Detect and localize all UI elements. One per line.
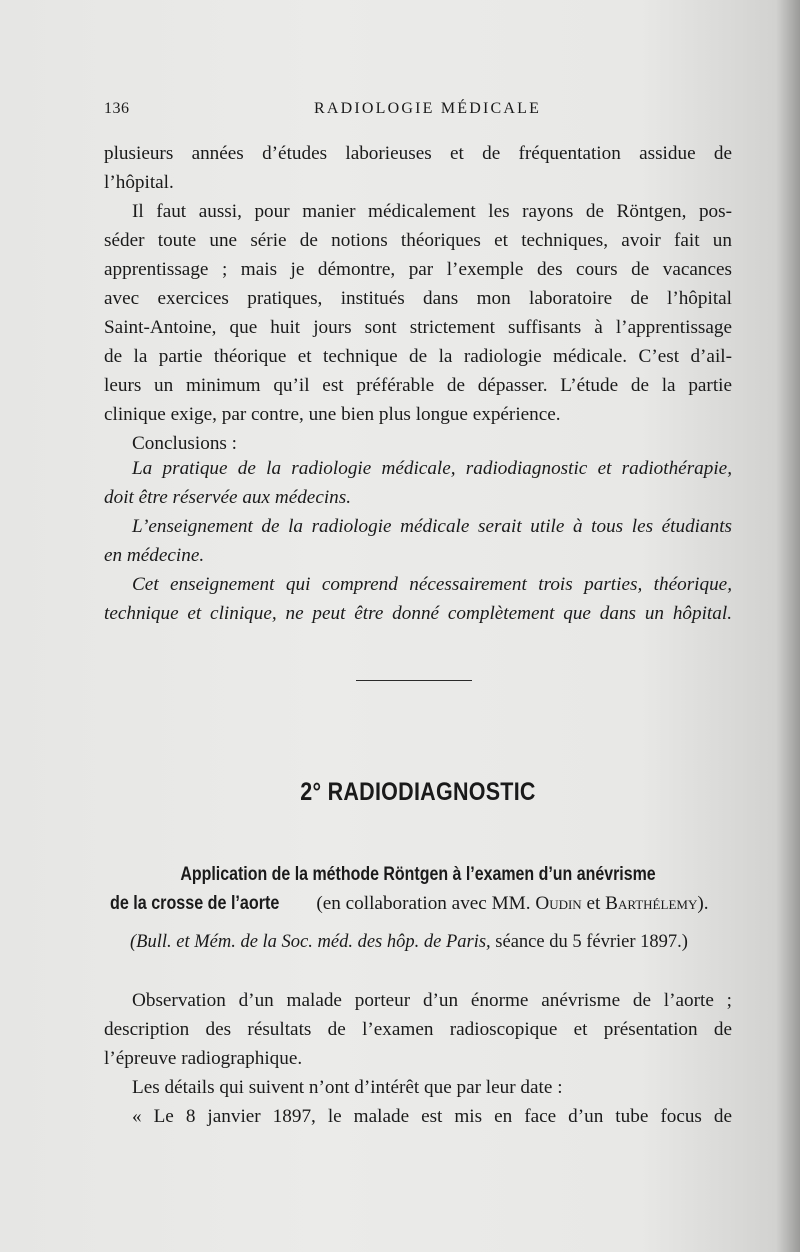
collab-text: (en collaboration avec MM.	[311, 893, 536, 914]
conclusions-text	[104, 454, 732, 628]
running-head: RADIOLOGIE MÉDICALE	[314, 100, 542, 117]
observation-text	[104, 986, 732, 1131]
body-line: Il faut aussi, pour manier médicalement les rayons de Röntgen, pos-	[132, 201, 732, 222]
body-line: Saint-Antoine, que huit jours sont strictement suffisants à l’apprentissage	[104, 317, 732, 338]
collab-end: ).	[697, 893, 709, 914]
citation-journal: (Bull. et Mém. de la Soc. méd. des hôp. de Paris,	[130, 932, 491, 952]
body-line: leurs un minimum qu’il est préférable de dépasser. L’étude de la partie	[104, 375, 732, 396]
page-number: 136	[104, 100, 130, 117]
citation	[130, 932, 730, 953]
conclusions-heading: Conclusions :	[132, 433, 238, 454]
body-line: clinique exige, par contre, une bien plus longue expérience.	[104, 404, 561, 425]
page-header	[104, 100, 732, 124]
body-line: apprentissage ; mais je démontre, par l’exemple des cours de vacances	[104, 259, 732, 280]
observation-line: description des résultats de l’examen radioscopique et présentation de	[104, 1019, 732, 1040]
observation-line: Observation d’un malade porteur d’un énorme anévrisme de l’aorte ;	[132, 990, 732, 1011]
article-title-line-1: Application de la méthode Röntgen à l’examen d’un anévrisme	[180, 864, 656, 885]
author-name: Barthélemy	[605, 893, 698, 914]
author-separator: et	[581, 893, 606, 914]
body-line: de la partie théorique et technique de la radiologie médicale. C’est d’ail-	[104, 346, 732, 367]
author-name: Oudin	[535, 893, 582, 914]
conclusion-line: technique et clinique, ne peut être donné complètement que dans un hôpital.	[104, 603, 732, 624]
observation-line: « Le 8 janvier 1897, le malade est mis en face d’un tube focus de	[132, 1106, 732, 1127]
citation-date: séance du 5 février 1897.)	[490, 932, 688, 952]
article-title-bold: de la crosse de l’aorte	[110, 893, 280, 914]
conclusion-line: en médecine.	[104, 545, 205, 566]
body-line: plusieurs années d’études laborieuses et de fréquentation assidue de	[104, 143, 732, 164]
conclusion-line: doit être réservée aux médecins.	[104, 487, 352, 508]
conclusion-line: La pratique de la radiologie médicale, radiodiagnostic et radiothérapie,	[132, 458, 732, 479]
body-line: séder toute une série de notions théoriques et techniques, avoir fait un	[104, 230, 732, 251]
body-line: avec exercices pratiques, institués dans mon laboratoire de l’hôpital	[104, 288, 732, 309]
section-title: 2° RADIODIAGNOSTIC	[300, 778, 536, 806]
section-separator	[356, 680, 472, 681]
article-title-line-2	[110, 893, 730, 915]
body-line: l’hôpital.	[104, 172, 174, 193]
observation-line: Les détails qui suivent n’ont d’intérêt que par leur date :	[132, 1077, 563, 1098]
observation-line: l’épreuve radiographique.	[104, 1048, 303, 1069]
conclusion-line: Cet enseignement qui comprend nécessairement trois parties, théorique,	[132, 574, 732, 595]
body-text	[104, 139, 732, 458]
conclusion-line: L’enseignement de la radiologie médicale serait utile à tous les étudiants	[132, 516, 732, 537]
